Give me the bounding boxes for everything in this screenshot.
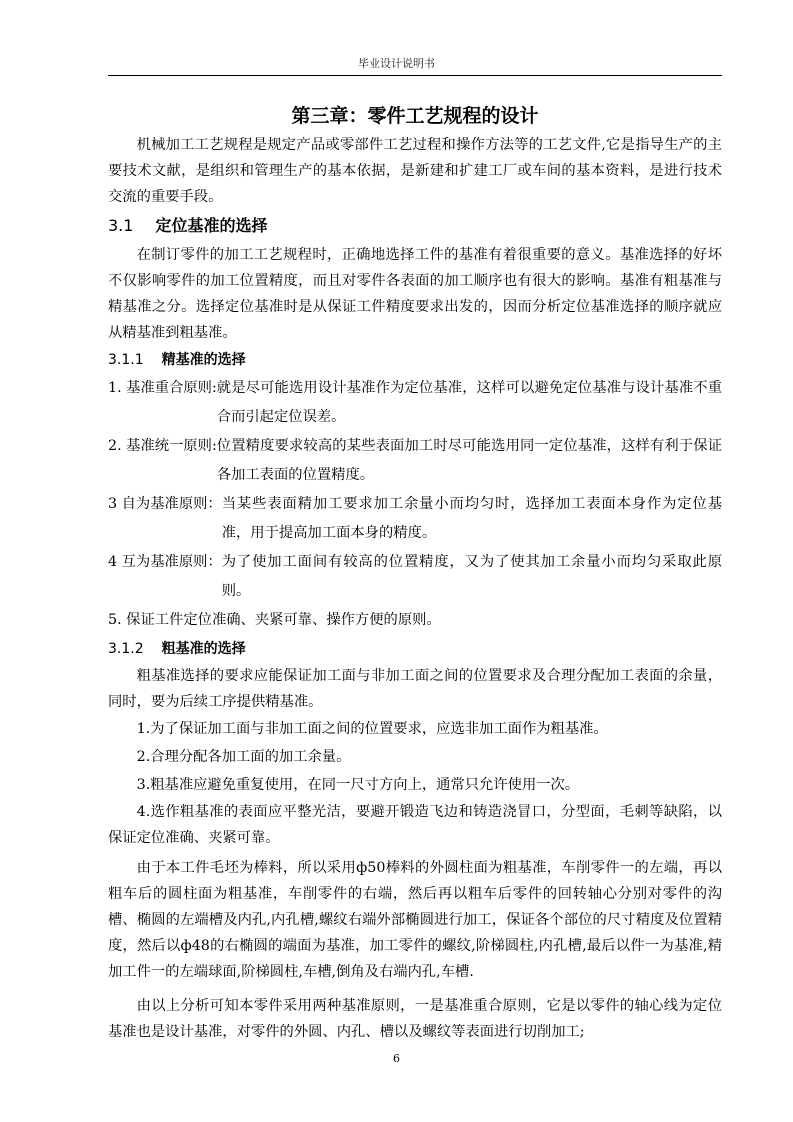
principle-desc: 就是尽可能选用设计基准作为定位基准，这样可以避免定位基准与设计基准不重合而引起定位误差。	[216, 380, 722, 425]
page-number: 6	[393, 1052, 400, 1065]
subsection-heading	[108, 635, 722, 663]
list-item: 3.粗基准应避免重复使用，在同一尺寸方向上，通常只允许使用一次。	[136, 777, 580, 793]
list-item: 4.选作粗基准的表面应平整光洁，要避开锻造飞边和铸造浇冒口，分型面，毛刺等缺陷，以保证定位准确、夹紧可靠。	[108, 804, 722, 846]
list-item: 2.合理分配各加工面的加工余量。	[136, 749, 351, 765]
principle-item	[108, 548, 722, 606]
page-content	[108, 100, 722, 1045]
principle-label: 1. 基准重合原则:	[108, 380, 217, 396]
principle-desc: 当某些表面精加工要求加工余量小而均匀时，选择加工表面本身作为定位基准，用于提高加工面本身的精度。	[221, 496, 722, 541]
principle-item	[108, 432, 722, 490]
principle-label: 2. 基准统一原则:	[108, 438, 217, 454]
principle-desc: 为了使加工面间有较高的位置精度，又为了使其加工余量小而均匀采取此原则。	[221, 554, 722, 599]
subsection-heading	[108, 346, 722, 374]
principle-label: 3 自为基准原则：	[108, 496, 222, 512]
principle-label: 4 互为基准原则：	[108, 554, 222, 570]
section-title: 定位基准的选择	[155, 216, 268, 235]
section-paragraph: 在制订零件的加工工艺规程时，正确地选择工件的基准有着很重要的意义。基准选择的好坏不仅影响零件的加工位置精度，而且对零件各表面的加工顺序也有很大的影响。基准有粗基准与精基准之分。选择定位基准时是从保证工件精度要求出发的，因而分析定位基准选择的顺序就应从精基准到粗基准。	[108, 247, 722, 341]
subsection-number: 3.1.1	[108, 352, 144, 368]
header-rule	[108, 75, 722, 76]
principle-item	[108, 490, 722, 548]
chapter-title: 第三章：零件工艺规程的设计	[291, 105, 539, 127]
analysis-paragraph: 由于本工件毛坯为棒料，所以采用ф50棒料的外圆柱面为粗基准，车削零件一的左端，再以粗车后的圆柱面为粗基准，车削零件的右端，然后再以粗车后零件的回转轴心分别对零件的沟槽、椭圆的左端槽及内孔,内孔槽,螺纹右端外部椭圆进行加工，保证各个部位的尺寸精度及位置精度，然后以ф48的右椭圆的端面为基准，加工零件的螺纹,阶梯圆柱,内孔槽,最后以件一为基准,精加工件一的左端球面,阶梯圆柱,车槽,倒角及右端内孔,车槽.	[108, 860, 722, 980]
principle-desc: 位置精度要求较高的某些表面加工时尽可能选用同一定位基准，这样有利于保证各加工表面的位置精度。	[216, 438, 722, 483]
subsection-number: 3.1.2	[108, 641, 144, 657]
principle-item	[108, 374, 722, 432]
subsection-title: 精基准的选择	[161, 352, 246, 368]
intro-paragraph: 机械加工工艺规程是规定产品或零部件工艺过程和操作方法等的工艺文件,它是指导生产的主要技术文献，是组织和管理生产的基本依据，是新建和扩建工厂或车间的基本资料，是进行技术交流的重要手段。	[108, 137, 722, 205]
subsection-title: 粗基准的选择	[161, 641, 246, 657]
section-heading	[108, 210, 722, 242]
section-number: 3.1	[108, 216, 134, 235]
conclusion-paragraph: 由以上分析可知本零件采用两种基准原则，一是基准重合原则，它是以零件的轴心线为定位基准也是设计基准，对零件的外圆、内孔、槽以及螺纹等表面进行切削加工;	[108, 998, 722, 1040]
list-item: 1.为了保证加工面与非加工面之间的位置要求，应选非加工面作为粗基准。	[136, 721, 608, 737]
page-header: 毕业设计说明书	[358, 57, 435, 70]
subsection-paragraph: 粗基准选择的要求应能保证加工面与非加工面之间的位置要求及合理分配加工表面的余量，同时，要为后续工序提供精基准。	[108, 668, 722, 710]
principle-item-5: 5. 保证工件定位准确、夹紧可靠、操作方便的原则。	[108, 612, 441, 628]
paragraph-gap	[108, 985, 722, 993]
